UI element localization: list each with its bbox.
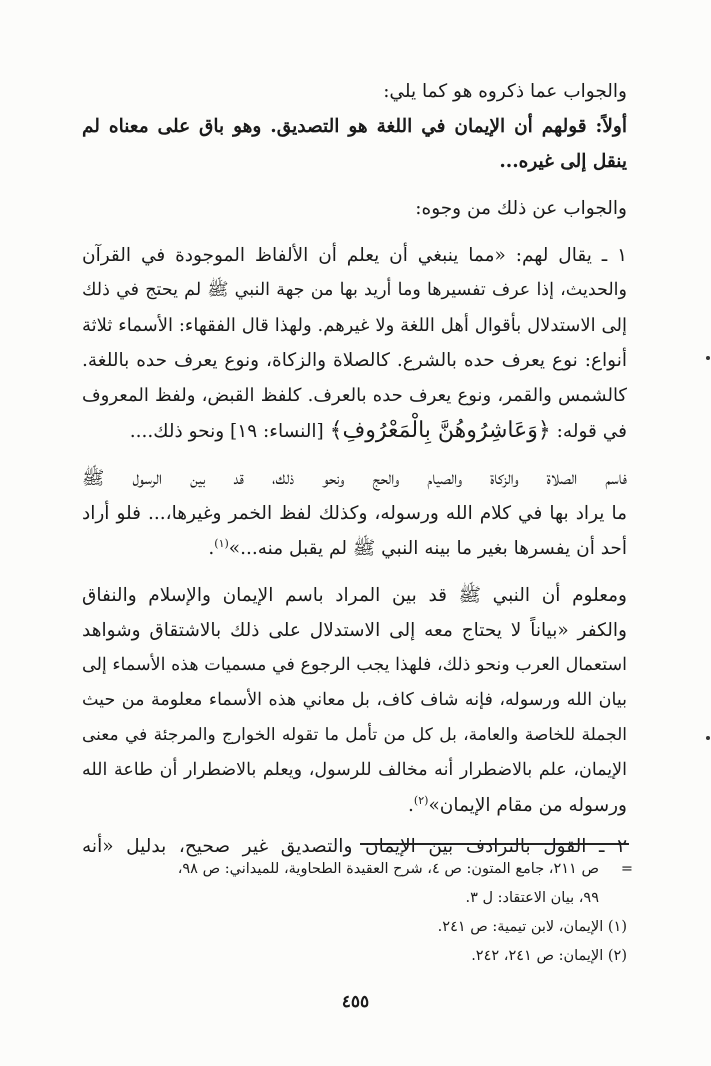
main-text — [82, 74, 627, 864]
continuation-mark: = — [620, 861, 633, 877]
text-line — [82, 531, 627, 566]
text-line — [82, 788, 627, 823]
page-number: ٤٥٥ — [341, 992, 370, 1012]
text-fragment: ورسوله من مقام الإيمان» — [428, 795, 627, 816]
quran-verse: ﴿وَعَاشِرُوهُنَّ بِالْمَعْرُوفِ﴾ — [329, 418, 551, 443]
text-line: والجواب عن ذلك من وجوه: — [415, 198, 627, 219]
text-line: ٢ ـ القول بالترادف بين الإيمان والتصديق غير صحيح، بدليل «أنه — [82, 836, 627, 857]
text-line — [82, 413, 627, 449]
text-line: والحديث، إذا عرف تفسيرها وما أريد بها من جهة النبي ﷺ لم يحتج في ذلك — [82, 280, 627, 300]
text-line: بيان الله ورسوله، فإنه شاف كاف، بل معاني هذه الأسماء معلومة من حيث — [82, 690, 627, 710]
scan-mark — [706, 736, 710, 740]
text-line: كالشمس والقمر، ونوع يعرف حده بالعرف. كلفظ القبض، ولفظ المعروف — [82, 385, 627, 406]
text-line: إلى الاستدلال بأقوال أهل اللغة ولا غيرهم. ولهذا قال الفقهاء: الأسماء ثلاثة — [82, 315, 628, 336]
text-fragment: . — [408, 795, 414, 816]
text-line: والكفر «بياناً لا يحتاج معه إلى الاستدلال على ذلك بالاشتقاق وشواهد — [82, 620, 627, 641]
footnotes — [82, 855, 633, 971]
text-line: ما يراد بها في كلام الله ورسوله، وكذلك لفظ الخمر وغيرها،... فلو أراد — [82, 503, 627, 524]
footnote-ref-1: (١) — [214, 536, 229, 550]
footnote-continuation: ٩٩، بيان الاعتقاد: ل ٣. — [465, 890, 599, 906]
text-line: والجواب عما ذكروه هو كما يلي: — [383, 81, 627, 102]
text-line-heading: أولاً: قولهم أن الإيمان في اللغة هو التصديق. وهو باق على معناه لم — [82, 116, 627, 137]
text-line: الإيمان، علم بالاضطرار أنه مخالف للرسول، ويعلم بالاضطرار أن طاعة الله — [82, 760, 627, 780]
text-line: فاسم الصلاة والزكاة والصيام والحج ونحو ذلك، قد بين الرسول ﷺ — [82, 468, 627, 489]
footnote-ref-2: (٢) — [413, 793, 429, 807]
text-fragment: . — [208, 538, 215, 559]
text-line: ١ ـ يقال لهم: «مما ينبغي أن يعلم أن الألفاظ الموجودة في القرآن — [82, 245, 627, 266]
text-line-heading: ينقل إلى غيره... — [499, 151, 627, 172]
footnote-continuation — [82, 855, 633, 884]
text-fragment: في قوله: — [550, 421, 627, 442]
text-fragment: [النساء: ١٩] ونحو ذلك.... — [129, 421, 330, 442]
footnote-2: (٢) الإيمان: ص ٢٤١، ٢٤٢. — [471, 948, 627, 964]
text-line: استعمال العرب ونحو ذلك، فلهذا يجب الرجوع في مسميات هذه الأسماء إلى — [81, 655, 627, 675]
scan-mark — [706, 356, 710, 360]
footnote-1: (١) الإيمان، لابن تيمية: ص ٢٤١. — [437, 919, 627, 935]
text-line: الجملة للخاصة والعامة، بل كل من تأمل ما تقوله الخوارج والمرجئة في معنى — [82, 725, 627, 745]
footnote-text: ص ٢١١، جامع المتون: ص ٤، شرح العقيدة الطحاوية، للميداني: ص ٩٨، — [177, 861, 599, 877]
text-line: أنواع: نوع يعرف حده بالشرع. كالصلاة والزكاة، ونوع يعرف حده باللغة. — [82, 350, 627, 371]
text-fragment: أحد أن يفسرها بغير ما بينه النبي ﷺ لم يقبل منه...» — [228, 538, 627, 559]
footnote-divider — [360, 843, 629, 845]
text-line: ومعلوم أن النبي ﷺ قد بين المراد باسم الإيمان والإسلام والنفاق — [82, 585, 627, 606]
